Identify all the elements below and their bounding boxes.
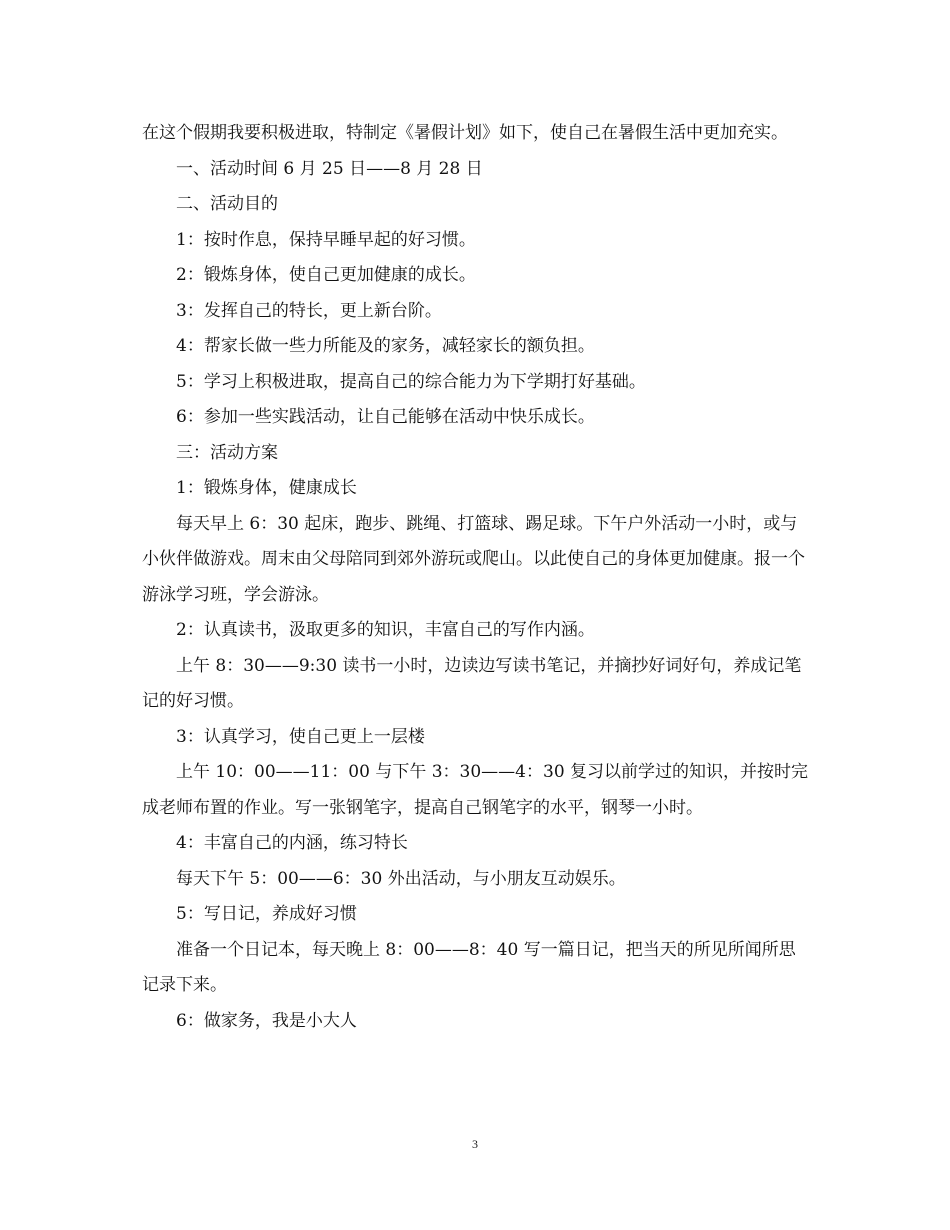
page-number: 3 (472, 1137, 478, 1151)
paragraph-intro: 在这个假期我要积极进取，特制定《暑假计划》如下，使自己在暑假生活中更加充实。 (142, 123, 788, 143)
plan-item-4-body: 每天下午 5：00——6：30 外出活动，与小朋友互动娱乐。 (176, 868, 626, 889)
plan-item-1-heading: 1：锻炼身体，健康成长 (176, 478, 357, 498)
heading-activity-purpose: 二、活动目的 (176, 194, 278, 214)
plan-item-5-body: 准备一个日记本，每天晚上 8：00——8：40 写一篇日记，把当天的所见所闻所思记录下来。 (142, 939, 796, 995)
purpose-item-2: 2：锻炼身体，使自己更加健康的成长。 (176, 265, 476, 285)
plan-item-6-heading: 6：做家务，我是小大人 (176, 1010, 357, 1031)
paragraph-activity-time: 一、活动时间 6 月 25 日——8 月 28 日 (176, 158, 483, 179)
heading-activity-plan: 三：活动方案 (176, 442, 278, 463)
plan-item-2-heading: 2：认真读书，汲取更多的知识，丰富自己的写作内涵。 (176, 620, 595, 640)
purpose-item-1: 1：按时作息，保持早睡早起的好习惯。 (176, 229, 476, 250)
purpose-item-6: 6：参加一些实践活动，让自己能够在活动中快乐成长。 (176, 407, 595, 427)
plan-item-3-body: 上午 10：00——11：00 与下午 3：30——4：30 复习以前学过的知识，并按时完成老师布置的作业。写一张钢笔字，提高自己钢笔字的水平，钢琴一小时。 (142, 762, 809, 818)
purpose-item-3: 3：发挥自己的特长，更上新台阶。 (176, 300, 442, 321)
purpose-item-5: 5：学习上积极进取，提高自己的综合能力为下学期打好基础。 (176, 371, 646, 392)
document-body (142, 116, 812, 1039)
plan-item-1-body: 每天早上 6：30 起床，跑步、跳绳、打篮球、踢足球。下午户外活动一小时，或与小伙伴做游戏。周末由父母陪同到郊外游玩或爬山。以此使自己的身体更加健康。报一个游泳学习班，学会游泳。 (142, 513, 805, 605)
purpose-item-4: 4：帮家长做一些力所能及的家务，减轻家长的额负担。 (176, 336, 595, 356)
plan-item-3-heading: 3：认真学习，使自己更上一层楼 (176, 726, 425, 747)
plan-item-5-heading: 5：写日记，养成好习惯 (176, 904, 357, 924)
plan-item-2-body: 上午 8：30——9:30 读书一小时，边读边写读书笔记，并摘抄好词好句，养成记笔记的好习惯。 (142, 655, 802, 711)
plan-item-4-heading: 4：丰富自己的内涵，练习特长 (176, 833, 408, 853)
